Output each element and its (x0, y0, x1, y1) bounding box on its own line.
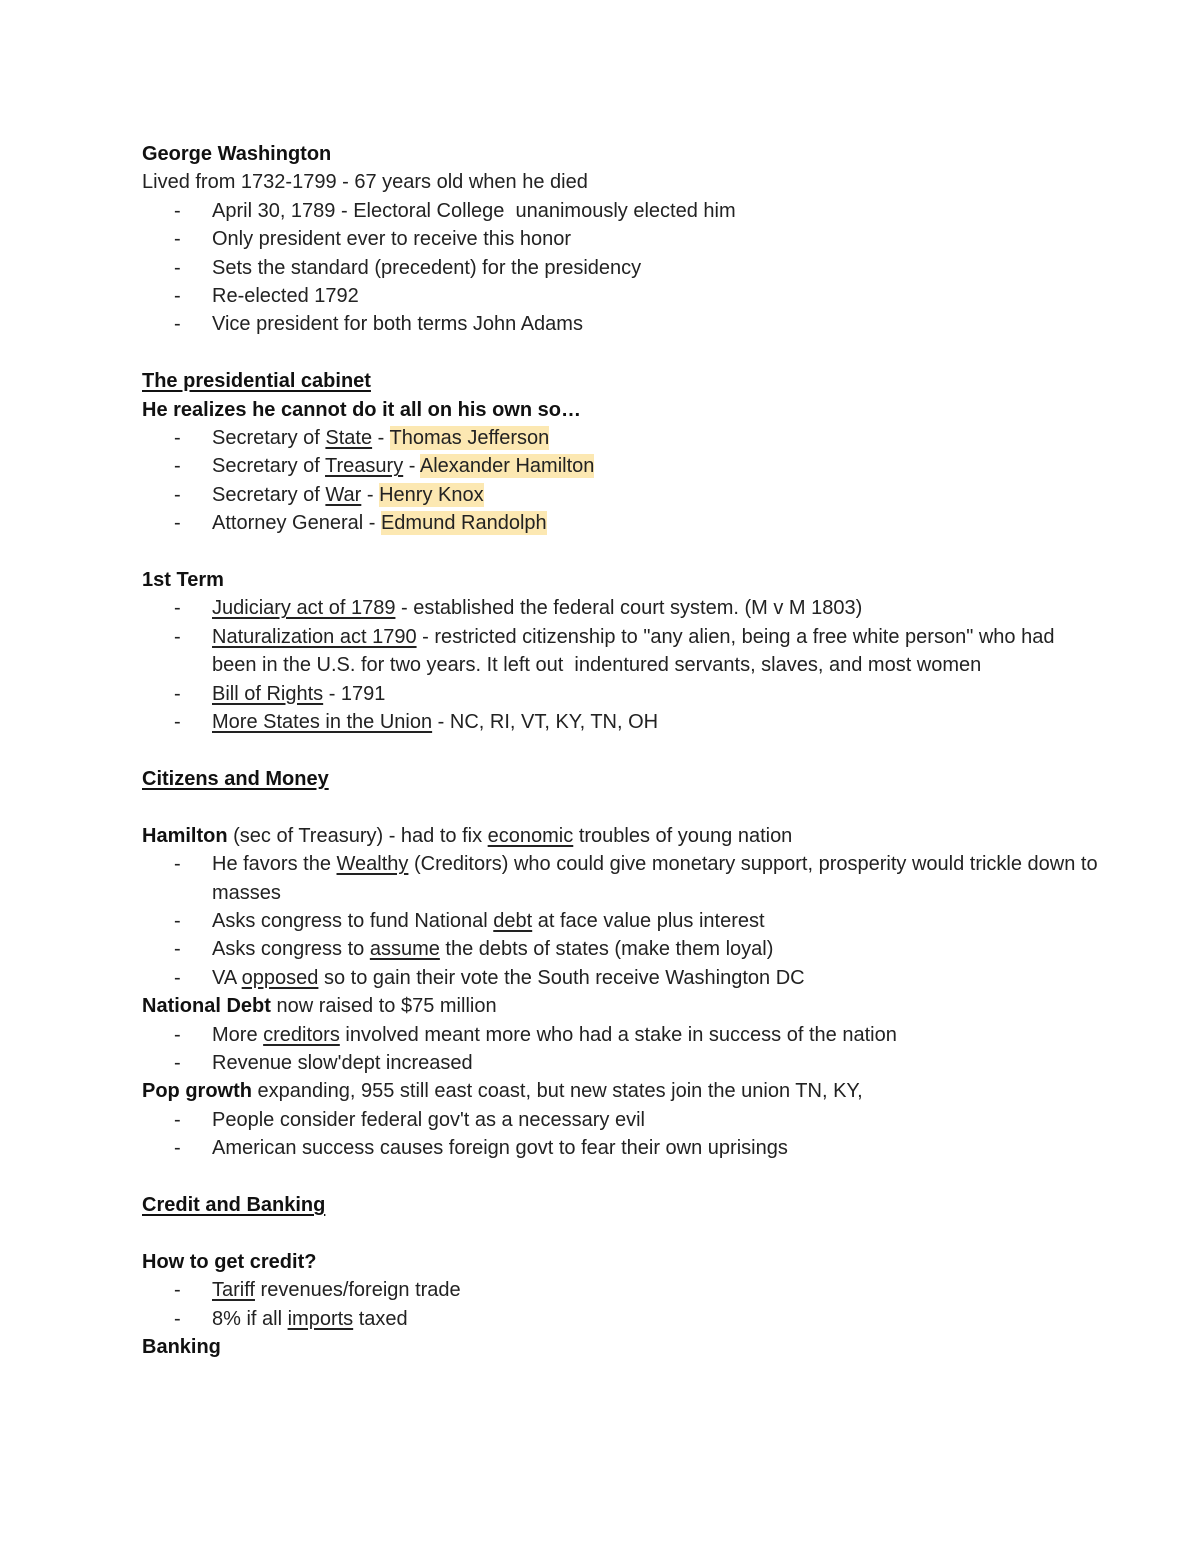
text-run: troubles of young nation (573, 824, 793, 847)
dash-bullet-icon: - (174, 455, 181, 478)
text-run: involved meant more who had a stake in success of the nation (339, 1023, 897, 1046)
dash-bullet-icon: - (174, 512, 181, 535)
text-run: More States in the Union (212, 711, 433, 734)
text-run: Tariff (212, 1279, 255, 1302)
bullet-item (142, 594, 1102, 622)
bold-text: George Washington (142, 143, 332, 165)
blank-line (142, 339, 1102, 367)
bullet-item (142, 481, 1102, 509)
text-run: expanding, 955 still east coast, but new states join the union TN, KY, (251, 1080, 863, 1103)
bullet-item (142, 197, 1102, 225)
dash-bullet-icon: - (174, 1051, 181, 1074)
text-run: Secretary of (212, 483, 326, 506)
bullet-item (142, 1049, 1102, 1077)
bold-text: Credit and Banking (142, 1193, 326, 1216)
text-run: Bill of Rights (212, 682, 324, 705)
bullet-item (142, 708, 1102, 736)
bullet-item (142, 1021, 1102, 1049)
text-run: Re-elected 1792 (212, 285, 359, 308)
text-run: He favors the (212, 853, 337, 876)
text-run: War (325, 483, 362, 506)
text-line (142, 168, 1102, 196)
dash-bullet-icon: - (174, 909, 181, 932)
text-run: (Creditors) who could give monetary support, prosperity would trickle down to masses (212, 853, 1104, 904)
text-run: More (212, 1023, 264, 1046)
dash-bullet-icon: - (174, 597, 181, 620)
text-run: Secretary of (212, 455, 326, 478)
text-run: opposed (241, 966, 319, 989)
text-run: Secretary of (212, 427, 326, 450)
text-run: Vice president for both terms John Adams (212, 313, 583, 336)
bullet-item (142, 1305, 1102, 1333)
text-run: imports (287, 1307, 354, 1330)
bullet-item (142, 1106, 1102, 1134)
text-line (142, 1191, 1102, 1219)
blank-line (142, 737, 1102, 765)
dash-bullet-icon: - (174, 682, 181, 705)
dash-bullet-icon: - (174, 711, 181, 734)
text-line (142, 1077, 1102, 1105)
text-run: so to gain their vote the South receive Washington DC (318, 966, 805, 989)
text-line (142, 367, 1102, 395)
bullet-item (142, 452, 1102, 480)
dash-bullet-icon: - (174, 625, 181, 648)
bullet-item (142, 935, 1102, 963)
text-run: taxed (353, 1307, 408, 1330)
bold-text: Pop growth (142, 1080, 252, 1103)
text-run: - (403, 455, 420, 478)
dash-bullet-icon: - (174, 228, 181, 251)
bullet-item (142, 850, 1102, 907)
text-run: State (325, 427, 373, 450)
text-line (142, 992, 1102, 1020)
text-run: the debts of states (make them loyal) (439, 938, 774, 961)
text-run: Wealthy (336, 853, 409, 876)
bullet-item (142, 254, 1102, 282)
text-run: - (372, 427, 390, 450)
text-run: Sets the standard (precedent) for the presidency (212, 256, 642, 279)
dash-bullet-icon: - (174, 313, 181, 336)
text-line (142, 765, 1102, 793)
dash-bullet-icon: - (174, 1108, 181, 1131)
blank-line (142, 1219, 1102, 1247)
bullet-item (142, 225, 1102, 253)
bold-text: Citizens and Money (142, 767, 329, 790)
bold-text: National Debt (142, 995, 271, 1018)
bold-text: The presidential cabinet (142, 370, 371, 393)
text-run: 8% if all (212, 1307, 288, 1330)
dash-bullet-icon: - (174, 938, 181, 961)
text-run: now raised to $75 million (270, 995, 497, 1018)
notes-document (142, 140, 1102, 1361)
text-run: Lived from 1732-1799 - 67 years old when he died (142, 171, 588, 194)
text-run: - NC, RI, VT, KY, TN, OH (432, 711, 659, 734)
text-run: - restricted citizenship to "any alien, being a free white person" who had been in the U.S. for two years. It left out indentured servants, slaves, and most women (212, 625, 1061, 677)
text-run: economic (487, 824, 574, 847)
text-run: assume (369, 938, 440, 961)
text-run: American success causes foreign govt to fear their own uprisings (212, 1137, 788, 1160)
bold-text: Banking (142, 1335, 221, 1358)
dash-bullet-icon: - (174, 853, 181, 876)
bold-text: How to get credit? (142, 1250, 317, 1273)
text-run: (sec of Treasury) - had to fix (227, 824, 488, 847)
bullet-item (142, 1276, 1102, 1304)
dash-bullet-icon: - (174, 483, 181, 506)
bullet-item (142, 1134, 1102, 1162)
bold-text: 1st Term (142, 569, 224, 592)
text-run: creditors (263, 1023, 340, 1046)
bullet-item (142, 310, 1102, 338)
dash-bullet-icon: - (174, 1023, 181, 1046)
text-run: Judiciary act of 1789 (212, 597, 396, 620)
text-run: Naturalization act 1790 (212, 625, 417, 648)
text-line (142, 1333, 1102, 1361)
bullet-item (142, 680, 1102, 708)
text-run: - 1791 (323, 682, 386, 705)
text-run: VA (212, 966, 242, 989)
text-run: Attorney General - (212, 512, 381, 535)
text-run: - (361, 483, 380, 506)
text-run: revenues/foreign trade (254, 1279, 461, 1302)
text-run: Asks congress to (212, 938, 370, 961)
bullet-item (142, 282, 1102, 310)
dash-bullet-icon: - (174, 1279, 181, 1302)
dash-bullet-icon: - (174, 1137, 181, 1160)
text-line (142, 566, 1102, 594)
highlighted-text: Thomas Jefferson (389, 427, 550, 450)
blank-line (142, 1163, 1102, 1191)
text-run: Only president ever to receive this honor (212, 228, 572, 251)
bullet-item (142, 907, 1102, 935)
text-run: April 30, 1789 - Electoral College unanimously elected him (212, 199, 736, 222)
highlighted-text: Edmund Randolph (380, 512, 547, 535)
dash-bullet-icon: - (174, 966, 181, 989)
bullet-item (142, 424, 1102, 452)
bullet-item (142, 509, 1102, 537)
dash-bullet-icon: - (174, 285, 181, 308)
blank-line (142, 793, 1102, 821)
text-run: Revenue slow'dept increased (212, 1051, 473, 1074)
text-line (142, 822, 1102, 850)
blank-line (142, 538, 1102, 566)
bold-text: Hamilton (142, 824, 228, 847)
text-line (142, 1248, 1102, 1276)
text-run: - established the federal court system. (M v M 1803) (395, 597, 863, 620)
dash-bullet-icon: - (174, 427, 181, 450)
text-run: Treasury (325, 455, 404, 478)
dash-bullet-icon: - (174, 199, 181, 222)
text-run: People consider federal gov't as a necessary evil (212, 1108, 645, 1131)
bullet-item (142, 964, 1102, 992)
text-line (142, 140, 1102, 168)
dash-bullet-icon: - (174, 256, 181, 279)
bullet-item (142, 623, 1102, 680)
text-line (142, 396, 1102, 424)
highlighted-text: Alexander Hamilton (419, 455, 595, 478)
text-run: debt (493, 909, 533, 932)
dash-bullet-icon: - (174, 1307, 181, 1330)
bold-text: He realizes he cannot do it all on his own so… (142, 398, 581, 421)
highlighted-text: Henry Knox (379, 483, 484, 506)
text-run: Asks congress to fund National (212, 909, 494, 932)
text-run: at face value plus interest (532, 909, 765, 932)
